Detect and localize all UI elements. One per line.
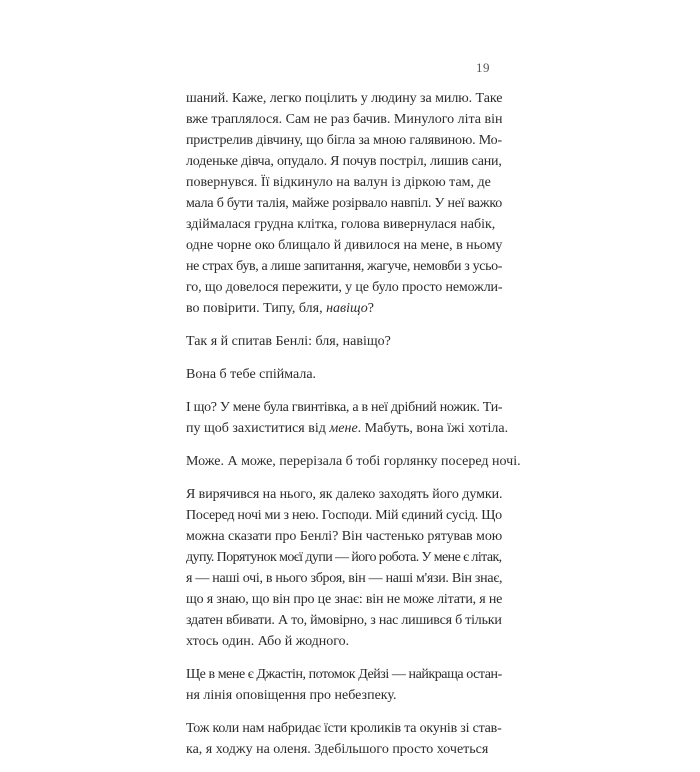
text-run: го, що довелося пережити, у це було просто неможли-: [186, 280, 503, 295]
body-text: [186, 88, 521, 772]
paragraph: [186, 484, 502, 652]
paragraph: [186, 364, 502, 385]
text-run: Може. А може, перерізала б тобі горлянку посеред ночі.: [186, 454, 521, 469]
text-run: Ще в мене є Джастін, потомок Дейзі — найкраща остан-: [186, 667, 502, 682]
text-line: [186, 214, 502, 235]
text-run: пу щоб захиститися від: [186, 421, 330, 436]
text-line: [186, 589, 502, 610]
text-run: лоденьке дівча, опудало. Я почув постріл, лишив сани,: [186, 154, 502, 169]
text-line: [186, 151, 502, 172]
text-run: вже траплялося. Сам не раз бачив. Минулого літа він: [186, 112, 503, 127]
text-line: [186, 235, 502, 256]
text-run: . Мабуть, вона їжі хотіла.: [357, 421, 509, 436]
text-run: ня лінія оповіщення про небезпеку.: [186, 688, 397, 703]
text-run: можна сказати про Бенлі? Він частенько рятував мою: [186, 529, 503, 544]
text-line: [186, 298, 502, 319]
text-run: І що? У мене була гвинтівка, а в неї дрібний ножик. Ти-: [186, 400, 503, 415]
text-run: ка, я ходжу на оленя. Здебільшого просто хочеться: [186, 742, 489, 757]
paragraph: [186, 451, 521, 472]
text-run: я — наші очі, в нього зброя, він — наші м'язи. Він знає,: [186, 571, 503, 586]
paragraph: [186, 718, 502, 760]
text-run: повернувся. Її відкинуло на валун із діркою там, де: [186, 175, 491, 190]
text-line: [186, 172, 502, 193]
text-run: здіймалася грудна клітка, голова вивернулася набік,: [186, 217, 496, 232]
italic-text: навіщо: [326, 301, 368, 316]
text-line: [186, 739, 502, 760]
text-run: одне чорне око блищало й дивилося на мене, в ньому: [186, 238, 503, 253]
text-line: [186, 526, 502, 547]
text-line: [186, 685, 502, 706]
text-run: мала б бути талія, майже розірвало навпіл. У неї важко: [186, 196, 503, 211]
text-line: [186, 88, 502, 109]
text-line: [186, 484, 502, 505]
text-line: [186, 418, 509, 439]
text-run: во повірити. Типу, бля,: [186, 301, 327, 316]
text-line: [186, 451, 521, 472]
paragraph: [186, 331, 502, 352]
text-run: Я вирячився на нього, як далеко заходять його думки.: [186, 487, 503, 502]
text-line: [186, 568, 502, 589]
text-line: [186, 256, 502, 277]
text-run: Посеред ночі ми з нею. Господи. Мій єдиний сусід. Що: [186, 508, 502, 523]
text-line: [186, 631, 502, 652]
text-line: [186, 718, 502, 739]
text-line: [186, 193, 502, 214]
text-run: здатен вбивати. А то, ймовірно, з нас лишився б тільки: [186, 613, 502, 628]
text-line: [186, 277, 502, 298]
text-run: хтось один. Або й жодного.: [186, 634, 350, 649]
text-line: [186, 364, 502, 385]
text-line: [186, 397, 502, 418]
text-run: Тож коли нам набридає їсти кроликів та окунів зі став-: [186, 721, 502, 736]
text-run: пристрелив дівчину, що бігла за мною галявиною. Мо-: [186, 133, 502, 148]
paragraph: [186, 88, 502, 319]
text-run: ?: [367, 301, 374, 316]
paragraph: [186, 664, 502, 706]
italic-text: мене: [329, 421, 358, 436]
text-run: шаний. Каже, легко поцілить у людину за милю. Таке: [186, 91, 503, 106]
text-run: що я знаю, що він про це знає: він не може літати, я не: [186, 592, 503, 607]
text-line: [186, 664, 502, 685]
text-run: Вона б тебе спіймала.: [186, 367, 317, 382]
page-number: 19: [476, 60, 490, 75]
paragraph: [186, 397, 509, 439]
text-line: [186, 610, 502, 631]
text-line: [186, 109, 502, 130]
text-line: [186, 547, 502, 568]
text-line: [186, 130, 502, 151]
text-line: [186, 331, 502, 352]
text-run: не страх був, а лише запитання, жагуче, немовби з усьо-: [186, 259, 503, 274]
text-run: Так я й спитав Бенлі: бля, навіщо?: [186, 334, 391, 349]
text-run: дупу. Порятунок моєї дупи — його робота. У мене є літак,: [186, 550, 502, 565]
text-line: [186, 505, 502, 526]
